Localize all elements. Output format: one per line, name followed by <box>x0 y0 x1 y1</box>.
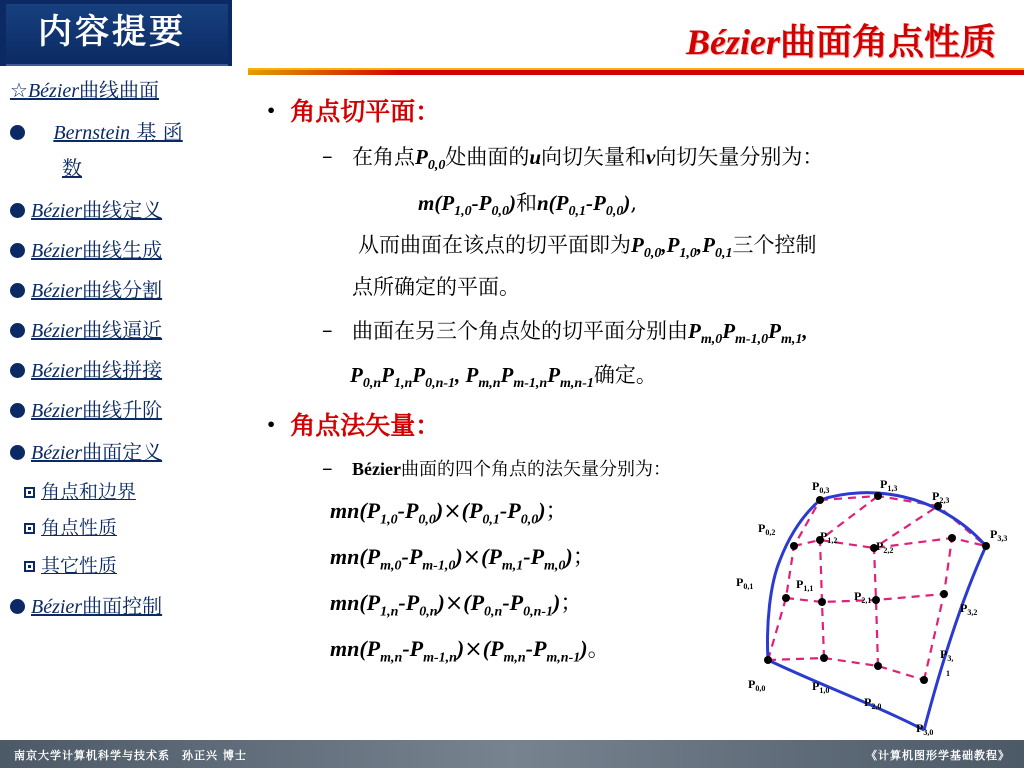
text-line-2 <box>418 188 637 227</box>
math-corner-m0: $P_{m,0}P_{m-1,0}P_{m,1}$, <box>688 319 808 348</box>
math-p00: $P_{0,0}$ <box>415 145 446 174</box>
sidebar-item-surface-definition[interactable] <box>10 434 228 471</box>
sidebar-item-italic: Bézier <box>31 360 83 382</box>
label-p13: $P_{1,3}$ <box>880 477 898 493</box>
math-corner-0n: $P_{0,n}P_{1,n}P_{0,n-1}$, $P_{m,n}P_{m-1,n}P_{m,n-1}$ <box>350 363 594 392</box>
bullet-icon <box>10 243 25 258</box>
dash-icon: – <box>322 318 333 342</box>
square-bullet-icon <box>24 487 35 498</box>
text-line-6 <box>350 360 657 399</box>
bullet-icon <box>10 445 25 460</box>
text: ； <box>572 545 595 570</box>
label-p21: $P_{2,1}$ <box>854 589 872 605</box>
sidebar-item-bernstein[interactable] <box>10 114 228 151</box>
math-u: u <box>529 145 542 169</box>
math-n-expr: $n(P_{0,1}-P_{0,0})$ <box>536 191 631 220</box>
sidebar-item-italic: Bézier <box>31 200 83 222</box>
label-p00: $P_{0,0}$ <box>748 677 766 693</box>
label-p11: $P_{1,1}$ <box>796 577 814 593</box>
title-divider <box>248 68 1024 75</box>
label-p22: $P_{2,2}$ <box>876 539 894 555</box>
sidebar-item-italic: Bernstein <box>53 122 131 144</box>
sidebar-item-label: 曲线逼近 <box>82 318 163 342</box>
text-line-3 <box>358 230 816 269</box>
page-title-italic: Bézier <box>685 22 780 62</box>
sidebar-item-surface-control[interactable] <box>10 588 228 625</box>
sidebar <box>0 0 232 740</box>
formula-3: $mn(P_{1,n}-P_{0,n})\times(P_{0,n}-P_{0,n-1})$； <box>330 590 583 620</box>
bullet-icon <box>10 283 25 298</box>
sidebar-item-curve-approximation[interactable] <box>10 312 228 349</box>
footer-left-text: 南京大学计算机科学与技术系 孙正兴 博士 <box>14 749 247 762</box>
bullet-corner-tangent-plane <box>266 92 440 128</box>
sidebar-item-italic: Bézier <box>27 80 80 102</box>
label-p30: $P_{3,0}$ <box>916 721 934 737</box>
sidebar-item-italic: Bézier <box>31 596 83 618</box>
bezier-surface-figure <box>728 474 1020 740</box>
sidebar-item-curve-joining[interactable] <box>10 352 228 389</box>
bullet-dot-icon: • <box>266 415 277 434</box>
bullet-icon <box>10 403 25 418</box>
sidebar-item-italic: Bézier <box>31 240 83 262</box>
text: 三个控制 <box>732 233 817 257</box>
formula-4: $mn(P_{m,n}-P_{m-1,n})\times(P_{m,n}-P_{m,n-1})$。 <box>330 636 610 666</box>
sidebar-item-italic: Bézier <box>31 320 83 342</box>
text: ； <box>545 499 568 524</box>
point-labels <box>736 477 1007 737</box>
sidebar-item-label: 曲线拼接 <box>82 358 163 382</box>
text: 向切矢量和 <box>541 145 647 169</box>
label-p33: $P_{3,3}$ <box>990 527 1008 543</box>
bullet-icon <box>10 323 25 338</box>
sidebar-item-label: 曲线曲面 <box>79 78 160 102</box>
label-p20: $P_{2,0}$ <box>864 695 882 711</box>
bullet-label: 角点切平面： <box>290 97 441 126</box>
sidebar-subitem-other-properties[interactable] <box>24 548 242 584</box>
sidebar-subitem-corners-boundaries[interactable] <box>24 474 242 510</box>
sidebar-item-label: 曲线分割 <box>82 278 163 302</box>
sidebar-item-label: 曲线升阶 <box>82 398 163 422</box>
label-p32: $P_{3,2}$ <box>960 601 978 617</box>
label-p31-cont: 1 <box>946 669 950 678</box>
page-title <box>686 14 996 65</box>
text: 从而曲面在该点的切平面即为 <box>358 233 631 257</box>
text-line-4: 点所确定的平面。 <box>352 275 520 299</box>
sidebar-item-italic: Bézier <box>31 280 83 302</box>
bullet-dot-icon: • <box>266 101 277 120</box>
sidebar-title: 内容提要 <box>6 4 228 66</box>
text: 处曲面的 <box>445 145 530 169</box>
sidebar-item-label: 曲线生成 <box>82 238 163 262</box>
sidebar-subitem-label: 其它性质 <box>41 555 118 577</box>
sidebar-subitem-label: 角点性质 <box>41 517 118 539</box>
sidebar-item-label: 曲面定义 <box>82 440 163 464</box>
bullet-icon <box>10 203 25 218</box>
sidebar-item-curve-generation[interactable] <box>10 232 228 269</box>
sidebar-item-italic: Bézier <box>31 400 83 422</box>
bullet-icon <box>10 125 25 140</box>
bullet-corner-normal <box>266 406 440 442</box>
sidebar-item-label: 曲线定义 <box>82 198 163 222</box>
label-p12: $P_{1,2}$ <box>820 529 838 545</box>
bullet-icon <box>10 363 25 378</box>
sidebar-item-curve-subdivision[interactable] <box>10 272 228 309</box>
text: 曲面的四个角点的法矢量分别为： <box>400 459 671 480</box>
square-bullet-icon <box>24 523 35 534</box>
bullet-label: 角点法矢量： <box>290 411 441 440</box>
sidebar-item-curve-definition[interactable] <box>10 192 228 229</box>
text: 确定。 <box>593 363 657 387</box>
text: 曲面在另三个角点处的切平面分别由 <box>352 319 688 343</box>
label-p02: $P_{0,2}$ <box>758 521 776 537</box>
label-p01: $P_{0,1}$ <box>736 575 754 591</box>
math-three-points: $P_{0,0},P_{1,0},P_{0,1}$ <box>631 233 733 262</box>
text: ； <box>560 591 583 616</box>
footer-right-text: 《计算机图形学基础教程》 <box>866 749 1010 762</box>
text-line-5 <box>352 316 808 355</box>
text: , <box>630 191 637 215</box>
text: 。 <box>587 637 610 662</box>
sidebar-nav <box>0 66 232 740</box>
surface-diagram <box>728 474 1020 740</box>
text: 在角点 <box>352 145 415 169</box>
label-p03: $P_{0,3}$ <box>812 479 830 495</box>
bullet-icon <box>10 599 25 614</box>
sidebar-item-bezier-curves-surfaces[interactable] <box>10 72 228 109</box>
sidebar-item-label: 基 函 <box>130 120 183 144</box>
text-line-1 <box>352 142 823 181</box>
square-bullet-icon <box>24 561 35 572</box>
sidebar-item-label: 数 <box>62 156 82 180</box>
math-v: v <box>646 145 656 169</box>
surface-boundary <box>768 493 987 730</box>
sidebar-item-degree-elevation[interactable] <box>10 392 228 429</box>
sidebar-subitem-label: 角点和边界 <box>41 481 137 503</box>
formula-1: $mn(P_{1,0}-P_{0,0})\times(P_{0,1}-P_{0,0})$； <box>330 498 568 528</box>
star-icon: ☆ <box>10 78 28 102</box>
text: Bézier <box>352 459 401 479</box>
sidebar-item-label: 曲面控制 <box>82 594 163 618</box>
footer-bar <box>0 740 1024 768</box>
math-m-expr: $m(P_{1,0}-P_{0,0})$ <box>418 191 516 220</box>
formula-2: $mn(P_{m,0}-P_{m-1,0})\times(P_{m,1}-P_{m,0})$； <box>330 544 595 574</box>
dash-icon: – <box>322 456 333 480</box>
text-line-7 <box>352 454 671 485</box>
label-p31: $P_{3,}$ <box>940 647 954 663</box>
text: 和 <box>515 191 537 215</box>
sidebar-item-italic: Bézier <box>31 442 83 464</box>
label-p10: $P_{1,0}$ <box>812 679 830 695</box>
dash-icon: – <box>322 144 333 168</box>
label-p23: $P_{2,3}$ <box>932 489 950 505</box>
page-title-text: 曲面角点性质 <box>779 21 996 63</box>
text: 向切矢量分别为： <box>655 145 824 169</box>
sidebar-subitem-corner-properties[interactable] <box>24 510 242 546</box>
